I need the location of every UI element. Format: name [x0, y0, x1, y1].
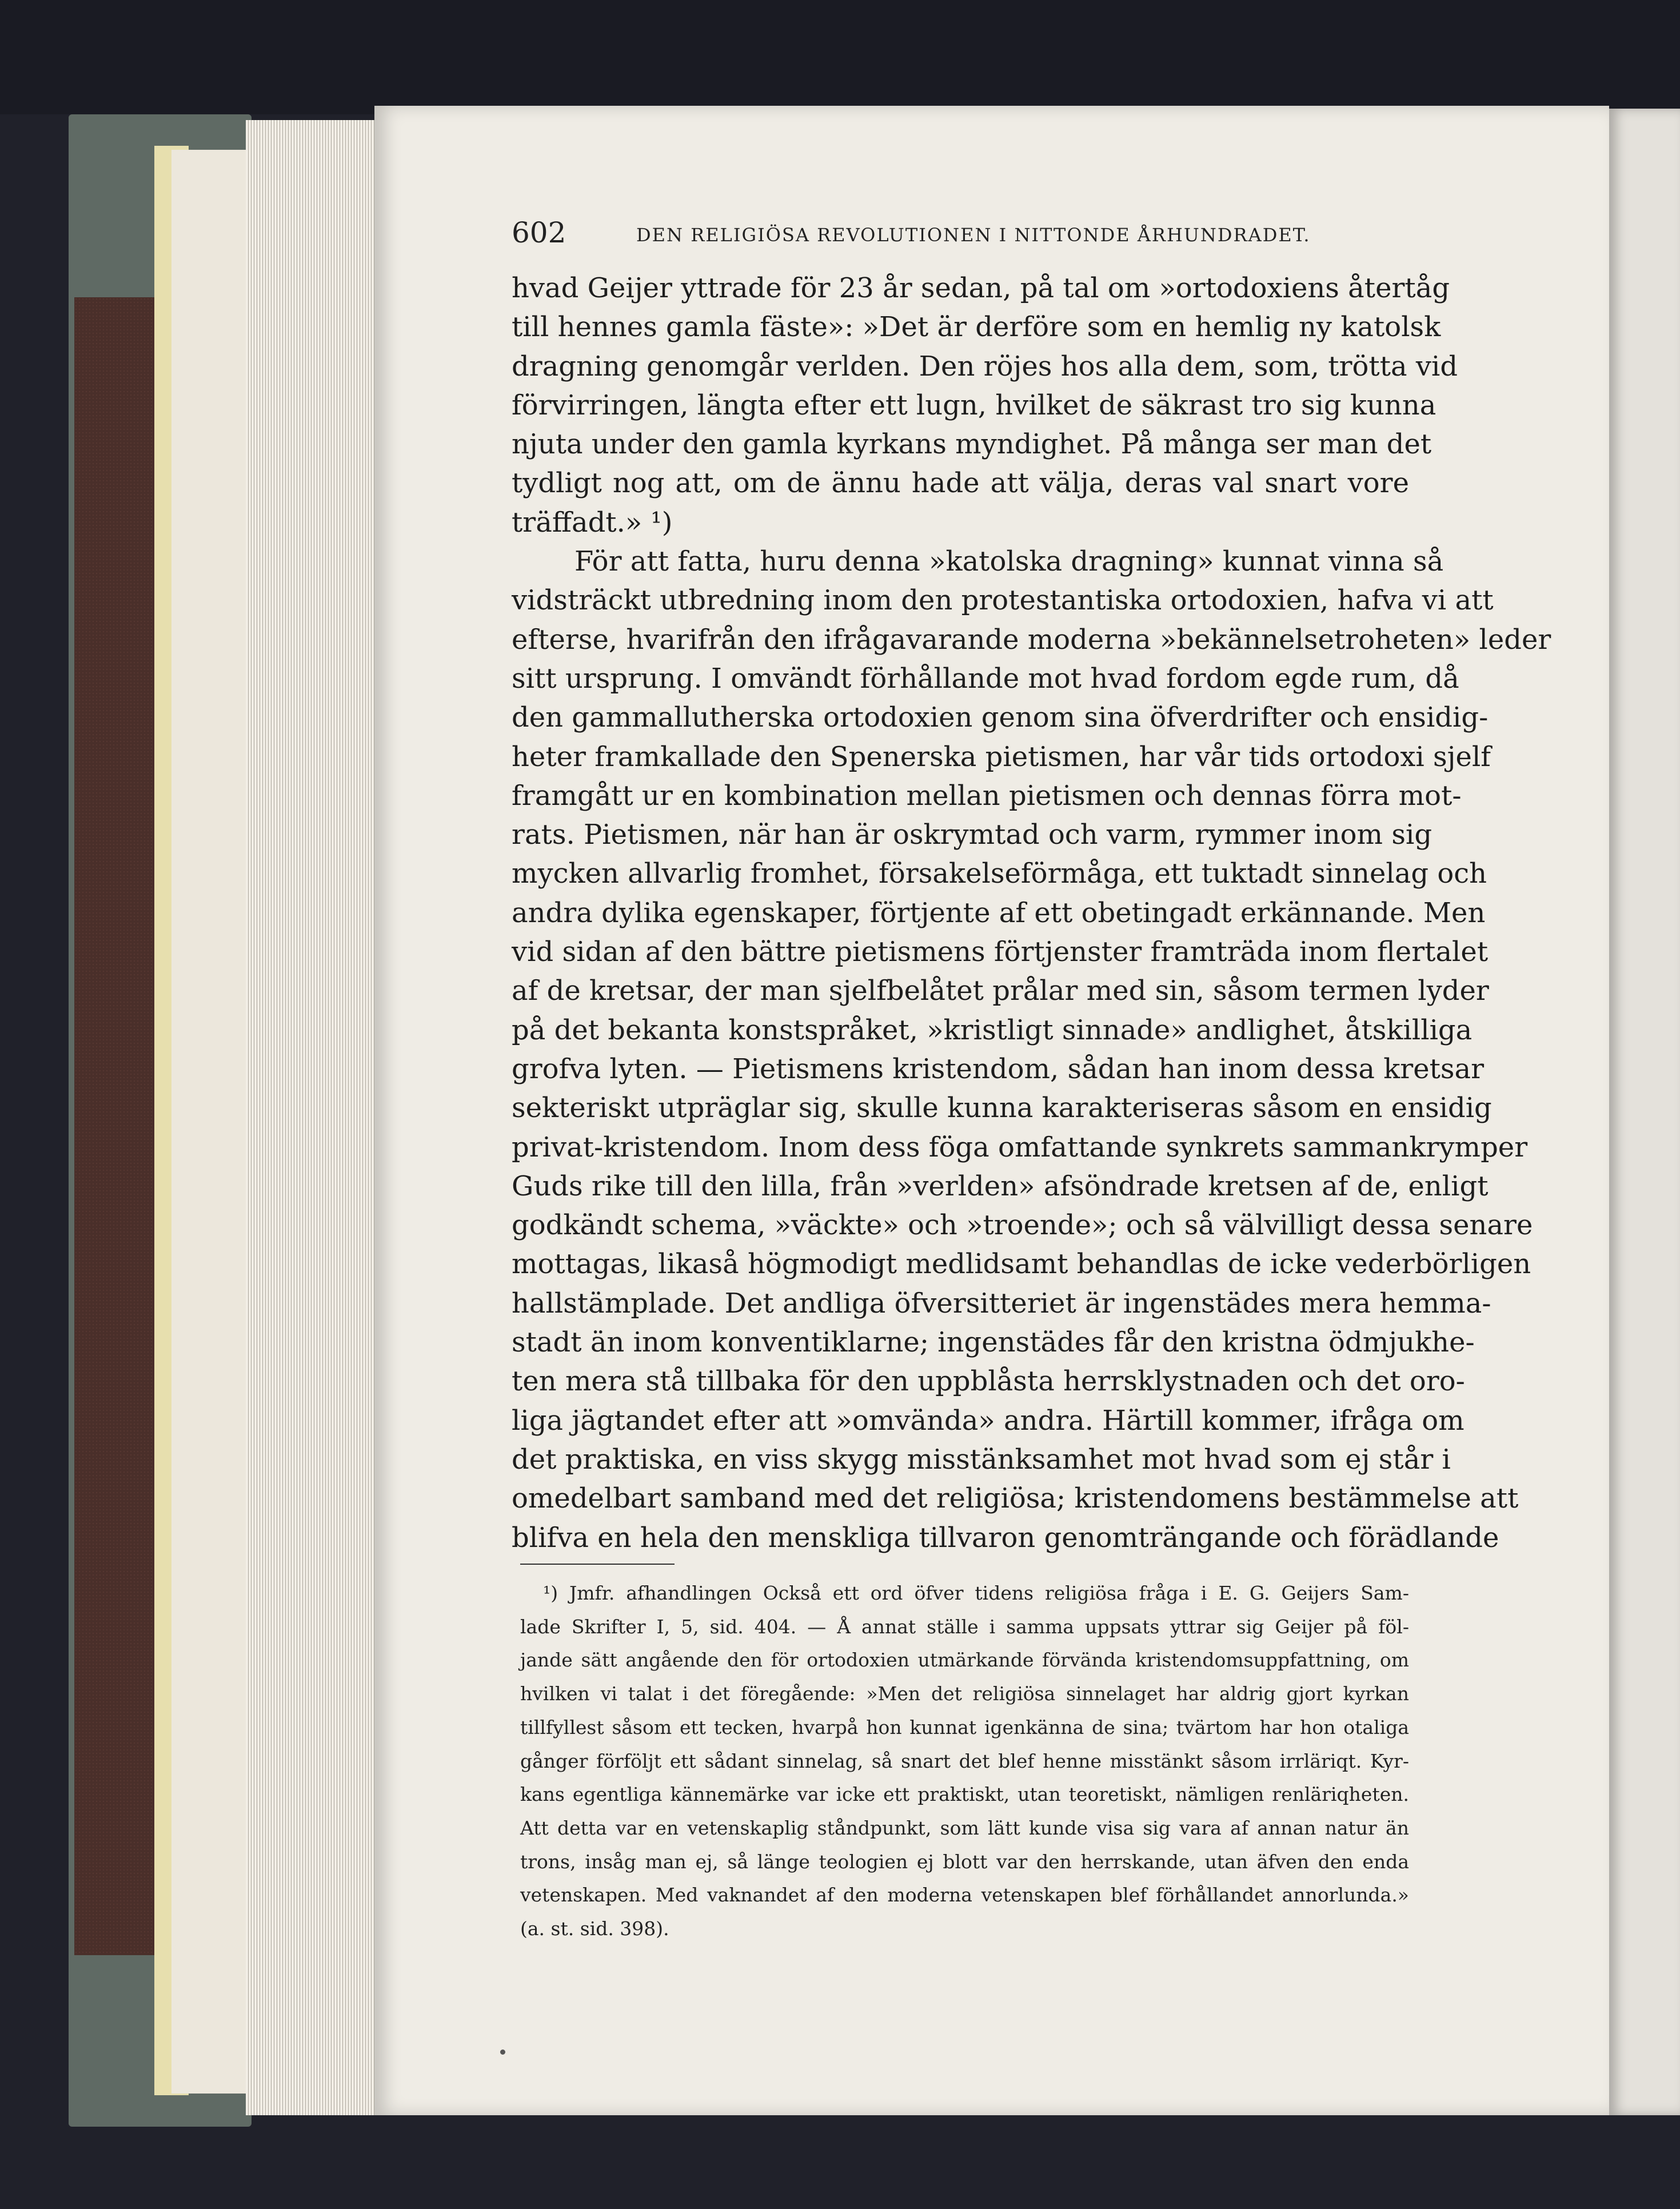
text-line: njuta under den gamla kyrkans myndighet. På många ser man det	[512, 428, 1432, 461]
backdrop	[0, 0, 1680, 114]
text-line: sitt ursprung. I omvändt förhållande mot hvad fordom egde rum, då	[512, 662, 1459, 695]
text-line: träffadt.» ¹)	[512, 506, 673, 539]
footnote-line: hvilken vi talat i det föregående: »Men det religiösa sinnelaget har aldrig gjort kyrkan	[520, 1682, 1409, 1705]
text-line: stadt än inom konventiklarne; ingenstädes får den kristna ödmjukhe-	[512, 1326, 1475, 1359]
footnote-line: trons, insåg man ej, så länge teologien ej blott var den herrskande, utan äfven den enda	[520, 1850, 1409, 1873]
text-line: sekteriskt utpräglar sig, skulle kunna karakteriseras såsom en ensidig	[512, 1092, 1492, 1125]
text-line: vidsträckt utbredning inom den protestantiska ortodoxien, hafva vi att	[512, 584, 1494, 617]
footnote-line: jande sätt angående den för ortodoxien utmärkande förvända kristendomsuppfattning, om	[520, 1649, 1409, 1672]
text-line: till hennes gamla fäste»: »Det är derföre som en hemlig ny katolsk	[512, 311, 1441, 344]
footnote	[520, 1577, 1409, 1946]
facing-page-edge	[1609, 109, 1680, 2115]
text-line: hallstämplade. Det andliga öfversitteriet är ingenstädes mera hemma-	[512, 1287, 1491, 1319]
page-number: 602	[512, 216, 566, 249]
ink-speck	[500, 2049, 505, 2055]
text-line: För att fatta, huru denna »katolska dragning» kunnat vinna så	[574, 545, 1444, 578]
footnote-line: gånger förföljt ett sådant sinnelag, så snart det blef henne misstänkt såsom irrläriqt. Kyr-	[520, 1749, 1409, 1772]
text-line: rats. Pietismen, när han är oskrymtad och varm, rymmer inom sig	[512, 819, 1432, 851]
running-head	[512, 216, 1386, 256]
text-line: den gammallutherska ortodoxien genom sina öfverdrifter och ensidig-	[512, 701, 1489, 734]
flyleaf	[171, 150, 257, 2094]
text-line: andra dylika egenskaper, förtjente af ett obetingadt erkännande. Men	[512, 896, 1486, 929]
text-line: omedelbart samband med det religiösa; kristendomens bestämmelse att	[512, 1482, 1519, 1515]
footnote-line: tillfyllest såsom ett tecken, hvarpå hon kunnat igenkänna de sina; tvärtom har hon otaliga	[520, 1716, 1409, 1739]
text-line: godkändt schema, »väckte» och »troende»; och så välvilligt dessa senare	[512, 1209, 1533, 1242]
text-line: förvirringen, längta efter ett lugn, hvilket de säkrast tro sig kunna	[512, 389, 1436, 421]
text-line: grofva lyten. — Pietismens kristendom, sådan han inom dessa kretsar	[512, 1052, 1485, 1085]
footnote-line: Att detta var en vetenskaplig ståndpunkt, som lätt kunde visa sig vara af annan natur än	[520, 1816, 1409, 1839]
text-line: mycken allvarlig fromhet, försakelseförmåga, ett tuktadt sinnelag och	[512, 858, 1487, 890]
text-line: blifva en hela den menskliga tillvaron genomträngande och förädlande	[512, 1521, 1499, 1554]
footnote-line: vetenskapen. Med vaknandet af den moderna vetenskapen blef förhållandet annorlunda.»	[520, 1884, 1409, 1907]
text-line: dragning genomgår verlden. Den röjes hos alla dem, som, trötta vid	[512, 350, 1458, 382]
text-line: tydligt nog att, om de ännu hade att välja, deras val snart vore	[512, 467, 1409, 500]
running-title: DEN RELIGIÖSA REVOLUTIONEN I NITTONDE ÅRHUNDRADET.	[636, 224, 1311, 246]
text-line: framgått ur en kombination mellan pietismen och dennas förra mot-	[512, 779, 1462, 812]
text-line: mottagas, likaså högmodigt medlidsamt behandlas de icke vederbörligen	[512, 1248, 1531, 1281]
text-line: af de kretsar, der man sjelfbelåtet prålar med sin, såsom termen lyder	[512, 975, 1489, 1007]
text-line: hvad Geijer yttrade för 23 år sedan, på tal om »ortodoxiens återtåg	[512, 272, 1450, 304]
text-line: Guds rike till den lilla, från »verlden» afsöndrade kretsen af de, enligt	[512, 1170, 1489, 1202]
text-line: vid sidan af den bättre pietismens förtjenster framträda inom flertalet	[512, 936, 1489, 968]
footnote-rule	[520, 1564, 675, 1565]
footnote-line: (a. st. sid. 398).	[520, 1917, 669, 1940]
text-line: det praktiska, en viss skygg misstänksamhet mot hvad som ej står i	[512, 1443, 1451, 1476]
text-line: heter framkallade den Spenerska pietismen, har vår tids ortodoxi sjelf	[512, 740, 1491, 773]
text-line: efterse, hvarifrån den ifrågavarande moderna »bekännelsetroheten» leder	[512, 623, 1551, 656]
text-line: ten mera stå tillbaka för den uppblåsta herrsklystnaden och det oro-	[512, 1365, 1465, 1398]
text-line: liga jägtandet efter att »omvända» andra. Härtill kommer, ifråga om	[512, 1404, 1464, 1437]
page-edges	[246, 120, 377, 2115]
text-line: privat-kristendom. Inom dess föga omfattande synkrets sammankrymper	[512, 1131, 1528, 1163]
body-text	[512, 269, 1551, 1557]
footnote-line: lade Skrifter I, 5, sid. 404. — Å annat ställe i samma uppsats yttrar sig Geijer på föl-	[520, 1615, 1409, 1638]
text-line: på det bekanta konstspråket, »kristligt sinnade» andlighet, åtskilliga	[512, 1014, 1473, 1046]
footnote-line: ¹) Jmfr. afhandlingen Också ett ord öfver tidens religiösa fråga i E. G. Geijers Sam-	[543, 1582, 1409, 1604]
footnote-line: kans egentliga kännemärke var icke ett praktiskt, utan teoretiskt, nämligen renläriqheten.	[520, 1783, 1409, 1806]
